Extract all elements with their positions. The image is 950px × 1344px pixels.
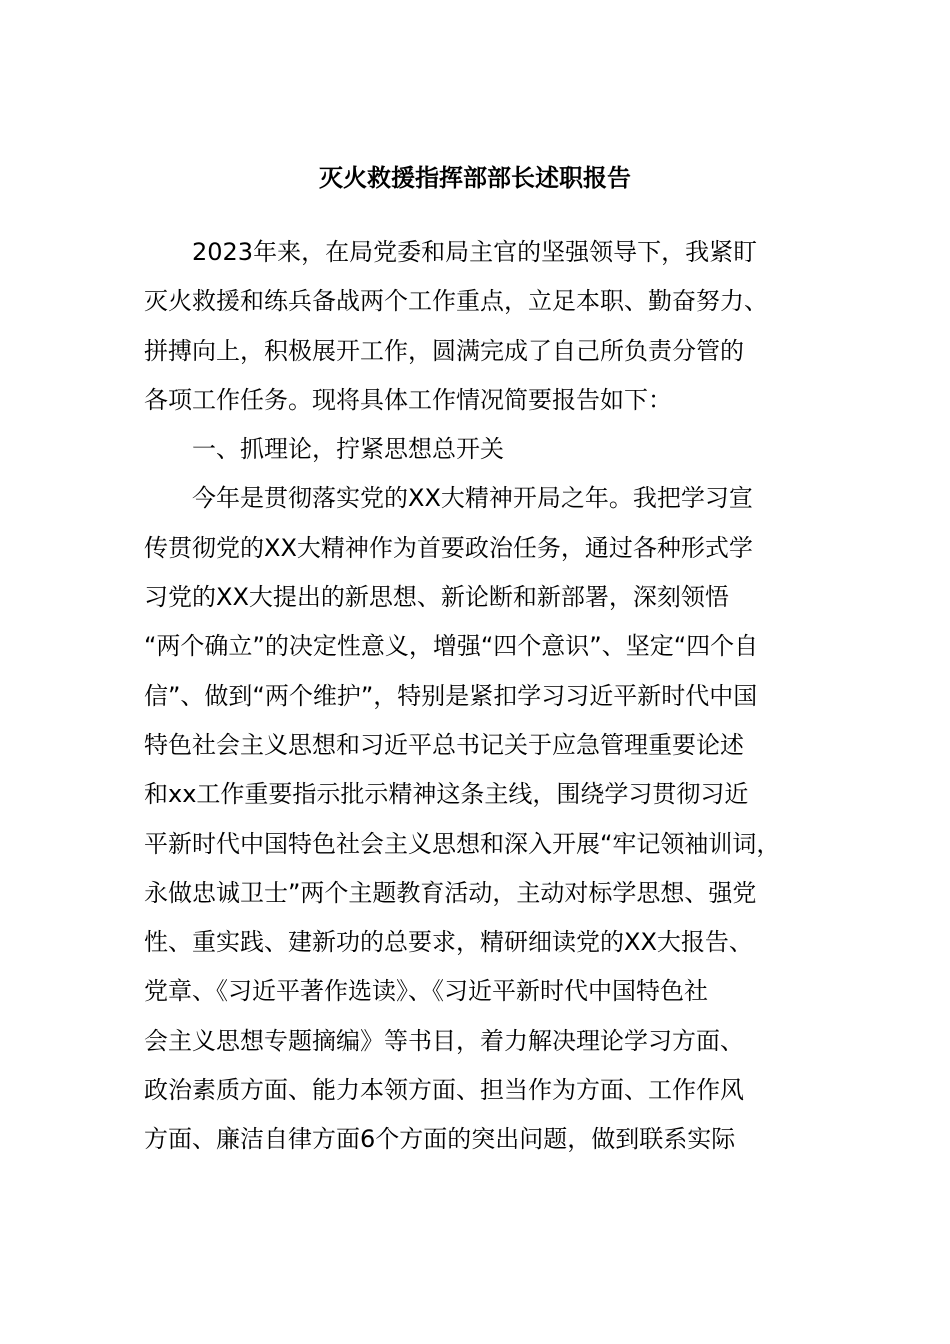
paragraph-line: 性、重实践、建新功的总要求，精研细读党的XX大报告、 [144, 928, 753, 957]
document-body [144, 228, 824, 1165]
paragraph-line: 党章、《习近平著作选读》、《习近平新时代中国特色社 [144, 977, 708, 1006]
paragraph-line: 永做忠诚卫士”两个主题教育活动，主动对标学思想、强党 [144, 878, 757, 907]
section-heading: 一、抓理论，拧紧思想总开关 [192, 435, 504, 464]
paragraph-line: 传贯彻党的XX大精神作为首要政治任务，通过各种形式学 [144, 533, 753, 562]
paragraph-line: 政治素质方面、能力本领方面、担当作为方面、工作作风 [144, 1076, 744, 1105]
paragraph-line: 2023年来，在局党委和局主官的坚强领导下，我紧盯 [192, 238, 758, 266]
paragraph-line: 各项工作任务。现将具体工作情况简要报告如下： [144, 385, 672, 414]
paragraph-line: 特色社会主义思想和习近平总书记关于应急管理重要论述 [144, 730, 744, 759]
paragraph-line: “两个确立”的决定性意义，增强“四个意识”、坚定“四个自 [144, 632, 759, 661]
paragraph-line: 灭火救援和练兵备战两个工作重点，立足本职、勤奋努力、 [144, 287, 768, 316]
paragraph-line: 和xx工作重要指示批示精神这条主线，围绕学习贯彻习近 [144, 780, 749, 809]
paragraph-line: 拼搏向上，积极展开工作，圆满完成了自己所负责分管的 [144, 336, 744, 365]
paragraph-line: 信”、做到“两个维护”，特别是紧扣学习习近平新时代中国 [144, 681, 758, 710]
paragraph-line: 今年是贯彻落实党的XX大精神开局之年。我把学习宣 [192, 484, 753, 513]
document-title: 灭火救援指挥部部长述职报告 [319, 164, 631, 192]
paragraph-line: 会主义思想专题摘编》等书目，着力解决理论学习方面、 [144, 1026, 744, 1055]
paragraph-line: 平新时代中国特色社会主义思想和深入开展“牢记领袖训词， [144, 829, 781, 858]
paragraph-line: 习党的XX大提出的新思想、新论断和新部署，深刻领悟 [144, 583, 729, 612]
paragraph-line: 方面、廉洁自律方面6个方面的突出问题，做到联系实际 [144, 1125, 736, 1154]
